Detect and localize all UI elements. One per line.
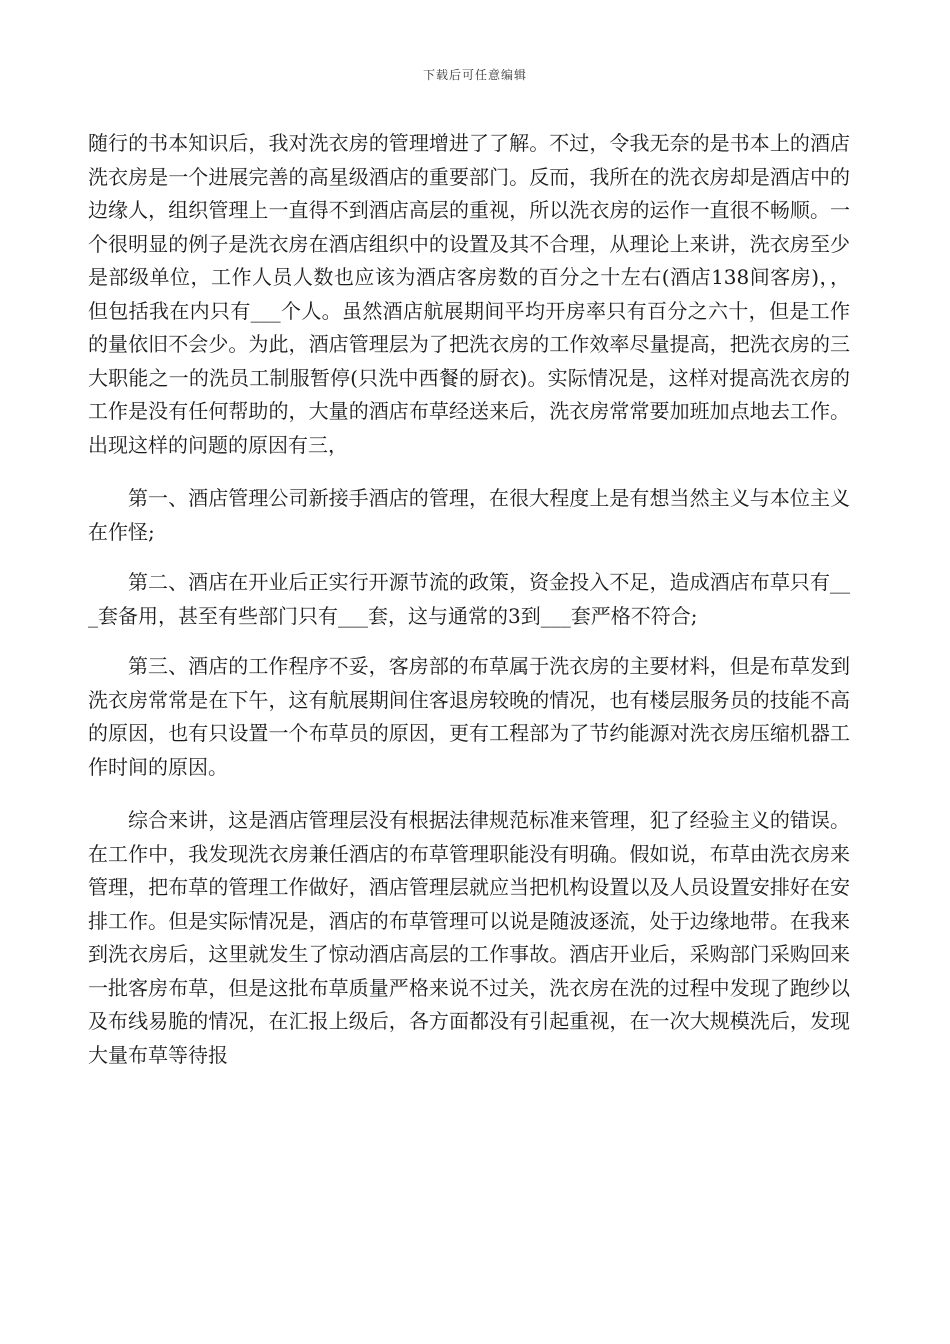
paragraph-reason-one: 第一、酒店管理公司新接手酒店的管理，在很大程度上是有想当然主义与本位主义在作怪; xyxy=(88,486,850,544)
paragraph-reason-two: 第二、酒店在开业后正实行开源节流的政策，资金投入不足，造成酒店布草只有___套备用，甚至有些部门只有___套，这与通常的3到___套严格不符合; xyxy=(88,570,850,628)
page-header: 下载后可任意编辑 xyxy=(422,68,527,82)
document-body xyxy=(88,127,850,1072)
paragraph-summary: 综合来讲，这是酒店管理层没有根据法律规范标准来管理，犯了经验主义的错误。在工作中，我发现洗衣房兼任酒店的布草管理职能没有明确。假如说，布草由洗衣房来管理，把布草的管理工作做好，酒店管理层就应当把机构设置以及人员设置安排好在安排工作。但是实际情况是，酒店的布草管理可以说是随波逐流，处于边缘地带。在我来到洗衣房后，这里就发生了惊动酒店高层的工作事故。酒店开业后，采购部门采购回来一批客房布草，但是这批布草质量严格来说不过关，洗衣房在洗的过程中发现了跑纱以及布线易脆的情况，在汇报上级后，各方面都没有引起重视，在一次大规模洗后，发现大量布草等待报 xyxy=(88,808,850,1067)
paragraph-reason-three: 第三、酒店的工作程序不妥，客房部的布草属于洗衣房的主要材料，但是布草发到洗衣房常常是在下午，这有航展期间住客退房较晚的情况，也有楼层服务员的技能不高的原因，也有只设置一个布草员的原因，更有工程部为了节约能源对洗衣房压缩机器工作时间的原因。 xyxy=(88,654,850,779)
paragraph-continuation: 随行的书本知识后，我对洗衣房的管理增进了了解。不过，令我无奈的是书本上的酒店洗衣房是一个进展完善的高星级酒店的重要部门。反而，我所在的洗衣房却是酒店中的边缘人，组织管理上一直得不到酒店高层的重视，所以洗衣房的运作一直很不畅顺。一个很明显的例子是洗衣房在酒店组织中的设置及其不合理，从理论上来讲，洗衣房至少是部级单位，工作人员人数也应该为酒店客房数的百分之十左右(酒店138间客房)，，但包括我在内只有___个人。虽然酒店航展期间平均开房率只有百分之六十，但是工作的量依旧不会少。为此，酒店管理层为了把洗衣房的工作效率尽量提高，把洗衣房的三大职能之一的洗员工制服暂停(只洗中西餐的厨衣)。实际情况是，这样对提高洗衣房的工作是没有任何帮助的，大量的酒店布草经送来后，洗衣房常常要加班加点地去工作。出现这样的问题的原因有三， xyxy=(88,131,850,457)
